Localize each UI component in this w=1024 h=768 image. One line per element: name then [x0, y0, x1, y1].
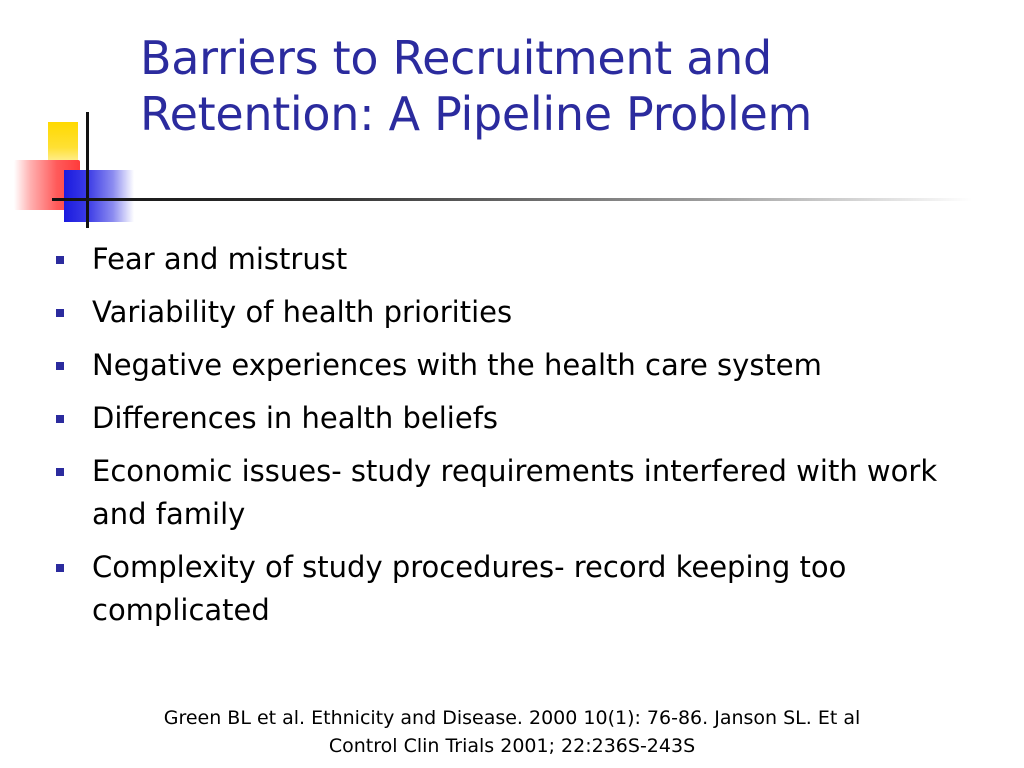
list-item [56, 546, 956, 632]
list-item [56, 291, 956, 334]
corner-decoration [0, 0, 160, 240]
list-item [56, 397, 956, 440]
bullet-text: Fear and mistrust [92, 242, 348, 276]
list-item [56, 450, 956, 536]
square-bullet-icon [56, 256, 64, 264]
citation-line-2: Control Clin Trials 2001; 22:236S-243S [328, 735, 696, 757]
bullet-text: Economic issues- study requirements interfered with work and family [92, 454, 938, 531]
citation [62, 704, 962, 760]
square-bullet-icon [56, 415, 64, 423]
yellow-square-decoration [48, 122, 78, 164]
square-bullet-icon [56, 362, 64, 370]
bullet-text: Negative experiences with the health care system [92, 348, 822, 382]
blue-square-decoration [64, 170, 134, 222]
bullet-text: Differences in health beliefs [92, 401, 499, 435]
citation-line-1: Green BL et al. Ethnicity and Disease. 2000 10(1): 76-86. Janson SL. Et al [163, 707, 861, 729]
square-bullet-icon [56, 309, 64, 317]
list-item [56, 238, 956, 281]
square-bullet-icon [56, 468, 64, 476]
title-underline-rule [52, 198, 972, 201]
bullet-list [56, 238, 956, 642]
title-line-1: Barriers to Recruitment and [140, 31, 772, 85]
slide-title [140, 30, 1000, 142]
bullet-text: Complexity of study procedures- record keeping too complicated [92, 550, 847, 627]
list-item [56, 344, 956, 387]
bullet-text: Variability of health priorities [92, 295, 513, 329]
title-line-2: Retention: A Pipeline Problem [140, 87, 813, 141]
square-bullet-icon [56, 564, 64, 572]
vertical-rule [86, 112, 89, 228]
